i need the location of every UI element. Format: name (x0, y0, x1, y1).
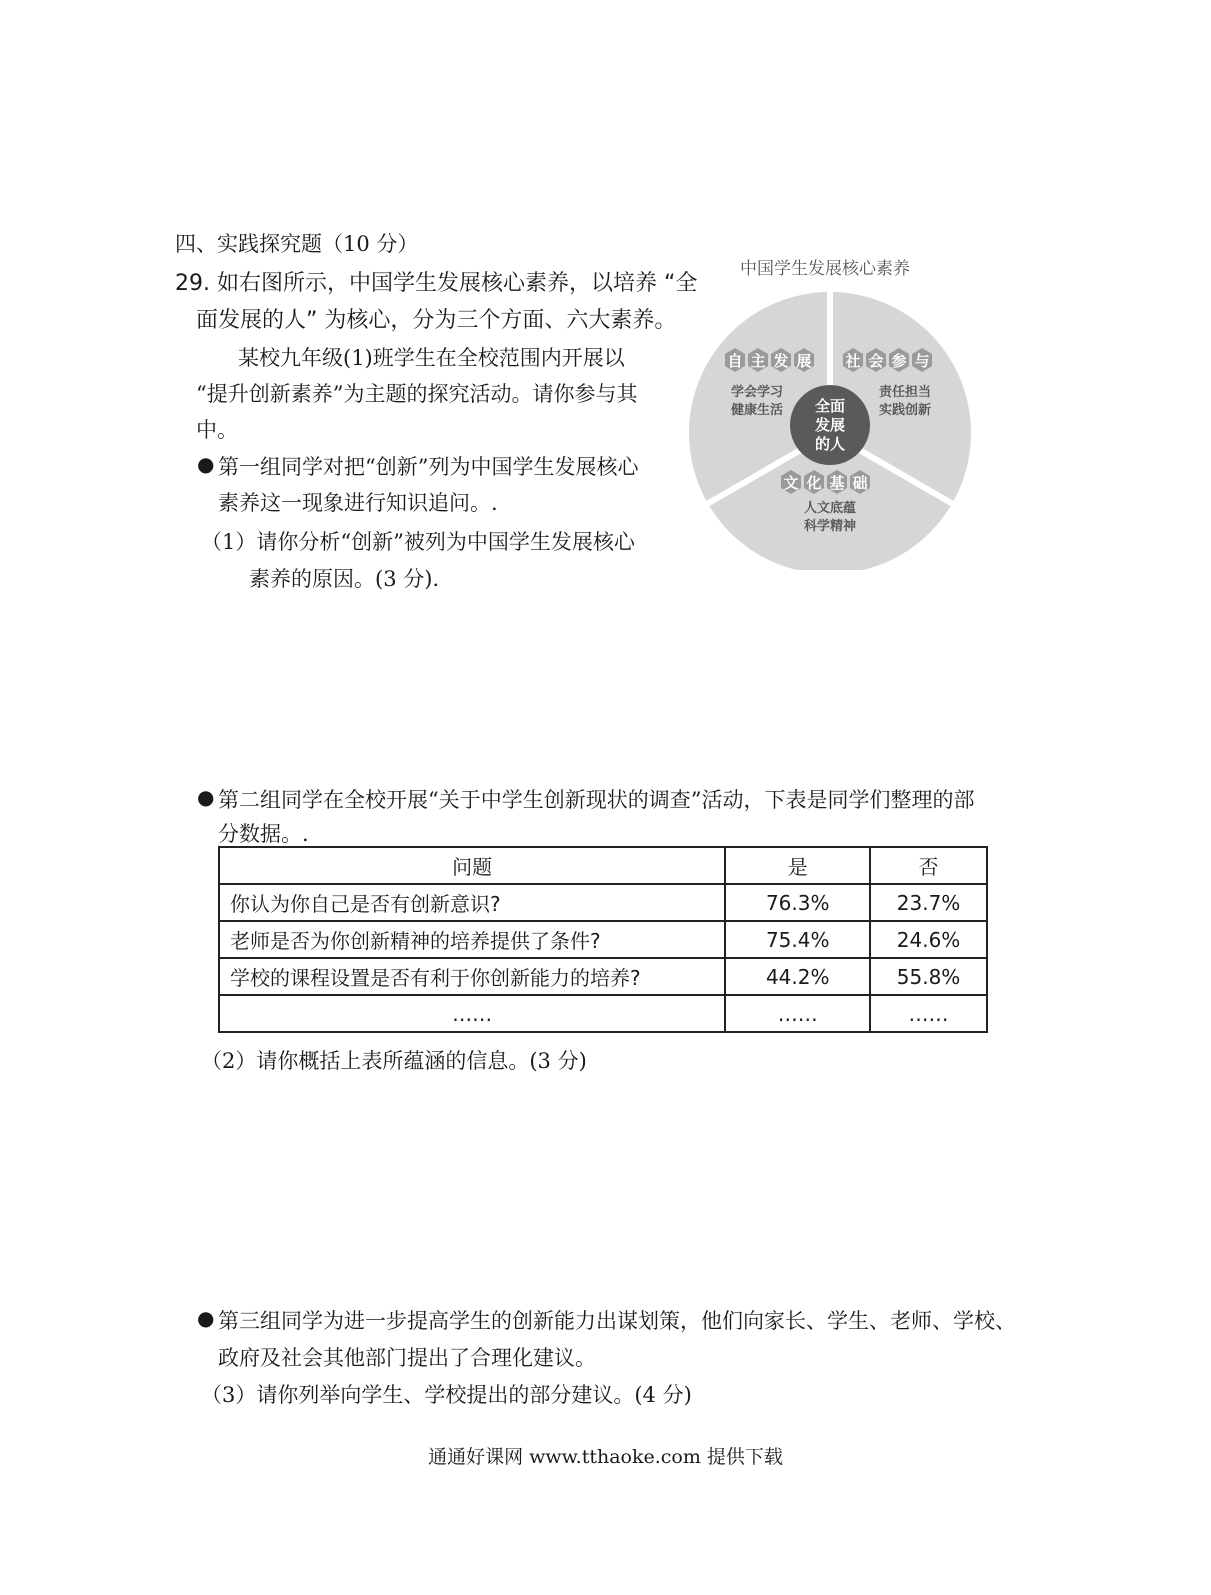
segment-name-char: 础 (852, 474, 868, 492)
core-literacy-diagram-svg (685, 250, 985, 570)
center-label: 全面 (814, 397, 846, 415)
survey-table (218, 846, 988, 1033)
column-header-no: 否 (870, 847, 987, 884)
table-row (219, 958, 987, 995)
section-title: 四、实践探究题（10 分） (175, 232, 419, 256)
segment-name-char: 发 (773, 352, 789, 370)
group3-line-1: 第三组同学为进一步提高学生的创新能力出谋划策，他们向家长、学生、老师、学校、 (218, 1309, 1016, 1333)
context-line-2: “提升创新素养”为主题的探究活动。请你参与其 (196, 382, 638, 406)
no-cell: 55.8% (870, 958, 987, 995)
segment-item: 健康生活 (730, 403, 784, 418)
segment-item: 责任担当 (878, 385, 932, 400)
group3-line-2: 政府及社会其他部门提出了合理化建议。 (218, 1346, 596, 1370)
segment-name-char: 展 (796, 352, 812, 370)
column-header-question: 问题 (219, 847, 725, 884)
ellipsis-cell: …… (870, 995, 987, 1032)
footer-source: 通通好课网 www.tthaoke.com 提供下载 (428, 1446, 783, 1468)
group2-line-2: 分数据。. (218, 822, 309, 846)
segment-name-char: 基 (829, 474, 845, 492)
table-row (219, 884, 987, 921)
subquestion-1-line-1: （1）请你分析“创新”被列为中国学生发展核心 (201, 530, 635, 554)
diagram-title: 中国学生发展核心素养 (740, 259, 910, 279)
question-cell: 老师是否为你创新精神的培养提供了条件? (219, 921, 725, 958)
bullet-icon: ● (197, 452, 215, 476)
group2-line-1: 第二组同学在全校开展“关于中学生创新现状的调查”活动，下表是同学们整理的部 (218, 788, 975, 812)
segment-item: 人文底蕴 (803, 501, 857, 516)
yes-cell: 75.4% (725, 921, 870, 958)
yes-cell: 44.2% (725, 958, 870, 995)
segment-item: 学会学习 (730, 385, 784, 400)
segment-name-char: 参 (891, 352, 907, 370)
no-cell: 23.7% (870, 884, 987, 921)
column-header-yes: 是 (725, 847, 870, 884)
yes-cell: 76.3% (725, 884, 870, 921)
center-label: 的人 (814, 435, 846, 453)
segment-name-char: 与 (914, 352, 930, 370)
segment-name-char: 会 (868, 352, 884, 370)
segment-name-char: 主 (750, 352, 766, 370)
segment-name-char: 自 (727, 352, 743, 370)
table-row (219, 995, 987, 1032)
subquestion-2: （2）请你概括上表所蕴涵的信息。(3 分) (201, 1049, 587, 1073)
context-line-3: 中。 (196, 418, 238, 442)
group1-line-2: 素养这一现象进行知识追问。. (218, 491, 498, 515)
bullet-icon: ● (197, 785, 215, 809)
question-29-line-1: 29. 如右图所示，中国学生发展核心素养，以培养 “全 (175, 271, 698, 296)
context-line-1: 某校九年级(1)班学生在全校范围内开展以 (238, 346, 625, 370)
no-cell: 24.6% (870, 921, 987, 958)
ellipsis-cell: …… (219, 995, 725, 1032)
segment-item: 科学精神 (803, 519, 857, 534)
segment-item: 实践创新 (878, 403, 932, 418)
segment-name-char: 社 (845, 352, 861, 370)
table-header-row (219, 847, 987, 884)
bullet-icon: ● (197, 1306, 215, 1330)
segment-name-char: 化 (806, 474, 822, 492)
question-29-line-2: 面发展的人” 为核心，分为三个方面、六大素养。 (196, 308, 677, 333)
ellipsis-cell: …… (725, 995, 870, 1032)
question-cell: 学校的课程设置是否有利于你创新能力的培养? (219, 958, 725, 995)
center-label: 发展 (814, 416, 846, 434)
question-cell: 你认为你自己是否有创新意识? (219, 884, 725, 921)
subquestion-3: （3）请你列举向学生、学校提出的部分建议。(4 分) (201, 1383, 692, 1407)
segment-name-char: 文 (783, 474, 799, 492)
group1-line-1: 第一组同学对把“创新”列为中国学生发展核心 (218, 455, 639, 479)
table-row (219, 921, 987, 958)
subquestion-1-line-2: 素养的原因。(3 分). (249, 567, 440, 591)
core-literacy-diagram (685, 250, 985, 570)
